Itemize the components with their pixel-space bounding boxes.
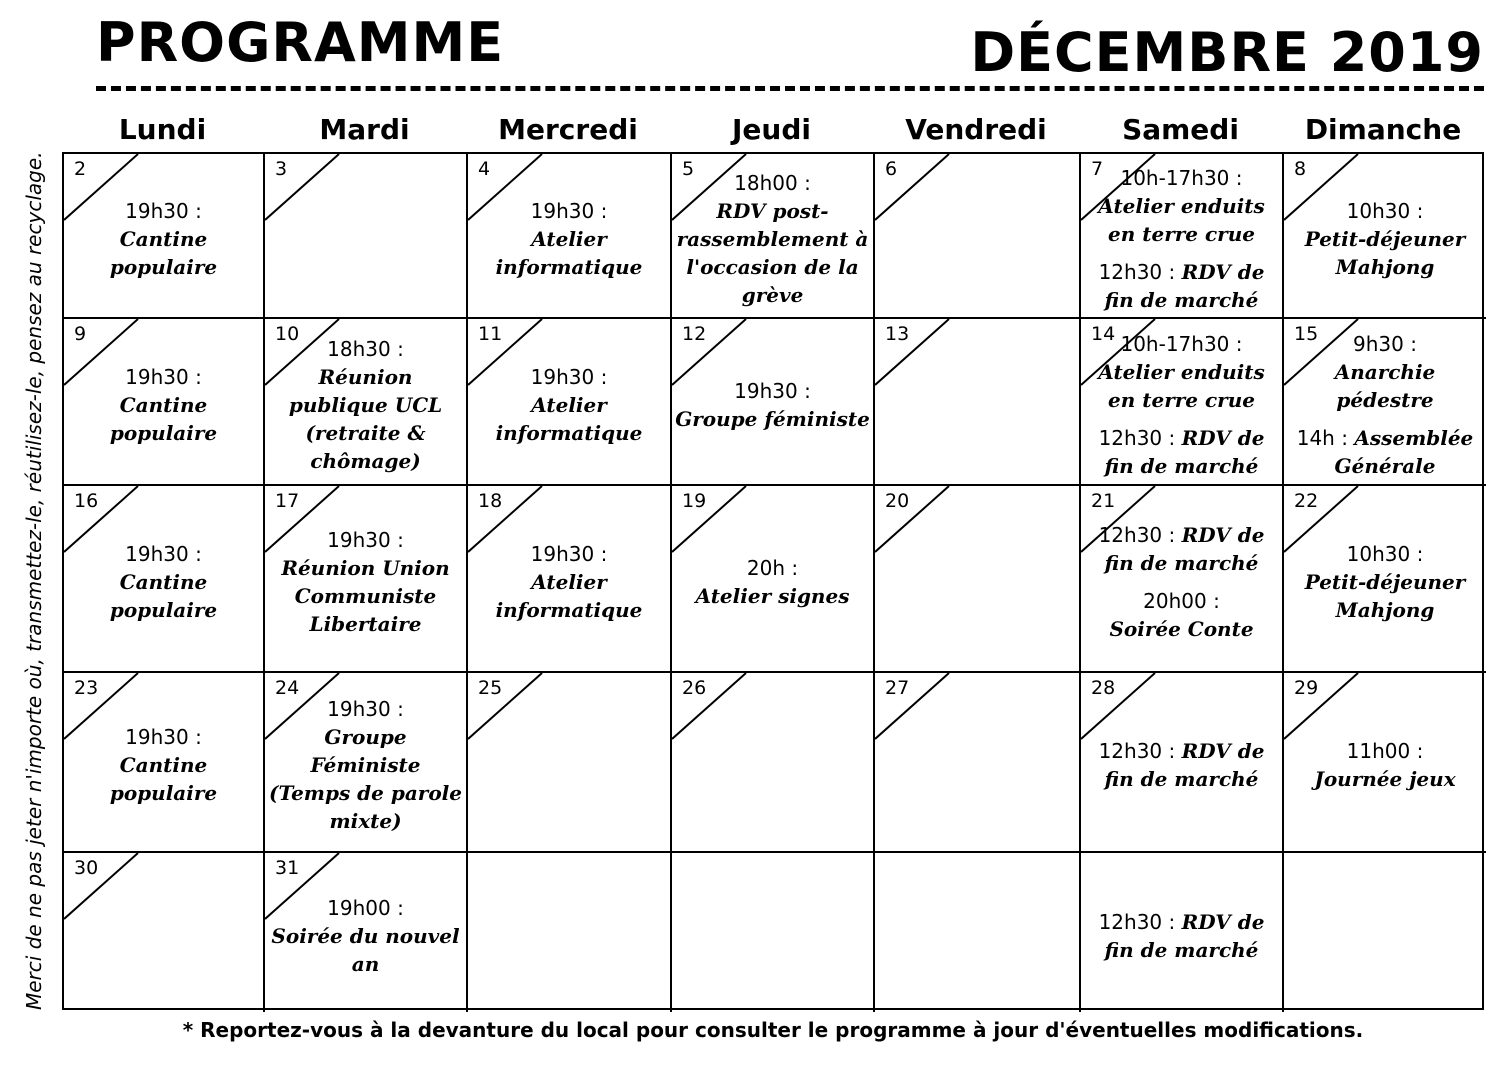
day-number: 18 [478,490,503,512]
day-number: 11 [478,323,503,345]
event-description: Soirée Conte [1109,616,1254,641]
event-time: 12h30 : [1098,425,1176,450]
event-time: 9h30 : [1353,331,1417,356]
day-events [265,319,466,484]
event-description: RDV post-rassemblement à l'occasion de la grève [676,198,869,307]
day-events [1081,154,1282,317]
event-time: 19h30 : [530,198,608,223]
calendar-day-cell [1081,486,1284,673]
event-time: 20h : [746,555,799,580]
event-description: Atelier enduits en terre crue [1098,359,1265,412]
day-number: 20 [885,490,910,512]
weekday-header-vendredi: Vendredi [905,113,1047,146]
day-events [1284,319,1486,484]
day-events [265,853,466,1012]
day-number: 30 [74,857,99,879]
event-time: 10h30 : [1346,541,1424,566]
day-number: 23 [74,677,99,699]
event-entry [66,723,261,807]
event-description: Atelier informatique [495,392,643,445]
page-title: PROGRAMME [96,11,505,74]
event-description: Cantine populaire [109,226,218,279]
day-events [64,154,263,317]
event-time: 18h00 : [734,170,811,195]
event-entry [1083,164,1280,248]
event-description: RDV de fin de marché [1104,259,1265,312]
calendar-day-cell [672,154,875,319]
event-entry [1083,424,1280,480]
day-number: 6 [885,158,898,180]
event-description: Journée jeux [1314,767,1456,791]
day-events [1081,319,1282,484]
day-events [64,673,263,851]
weekday-header-lundi: Lundi [118,113,207,146]
day-events [1081,486,1282,671]
weekday-header-row [62,108,1484,152]
event-entry [66,363,261,447]
weekday-header-samedi: Samedi [1122,113,1239,146]
event-time: 18h30 : [327,336,404,361]
day-events [1284,154,1486,317]
event-description: Petit-déjeuner Mahjong [1304,226,1466,279]
dashed-divider [96,86,1484,91]
calendar-day-cell [875,154,1081,319]
event-time: 19h30 : [530,541,608,566]
event-time: 19h30 : [125,364,202,389]
event-time: 12h30 : [1098,259,1176,284]
event-entry [470,363,668,447]
event-time: 19h30 : [125,725,202,749]
event-entry [267,695,464,835]
day-events [1081,853,1282,1012]
event-description: RDV de fin de marché [1104,739,1265,791]
event-time: 12h30 : [1098,522,1176,547]
event-entry [1083,330,1280,414]
event-description: Anarchie pédestre [1334,359,1436,412]
event-entry [470,197,668,281]
event-entry [696,554,850,610]
day-number: 5 [682,158,695,180]
calendar-day-cell [265,673,468,853]
event-time: 10h-17h30 : [1120,331,1243,356]
event-time: 19h30 : [327,527,404,552]
calendar-day-cell [1081,319,1284,486]
day-number: 9 [74,323,87,345]
calendar-day-cell [265,154,468,319]
day-number: 3 [275,158,288,180]
event-entry [1083,258,1280,314]
event-entry [470,540,668,624]
day-number: 29 [1294,677,1319,699]
event-entry [267,894,464,978]
event-description: Atelier signes [695,583,850,608]
day-events [265,673,466,851]
event-description: Soirée du nouvel an [271,923,460,976]
event-time: 20h00 : [1143,588,1220,613]
day-events [672,319,873,484]
event-entry [1314,737,1455,793]
weekday-header-dimanche: Dimanche [1304,113,1462,146]
calendar-day-cell [64,154,265,319]
calendar-day-cell [468,853,672,1012]
event-entry [1286,540,1484,624]
day-events [468,154,670,317]
event-description: Atelier informatique [495,569,643,622]
event-entry [1083,737,1280,793]
weekday-header-mardi: Mardi [319,113,410,146]
calendar-day-cell [468,486,672,673]
day-number: 8 [1294,158,1307,180]
event-description: Cantine populaire [109,753,218,805]
event-time: 12h30 : [1098,739,1176,763]
day-number: 24 [275,677,300,699]
event-description: Atelier enduits en terre crue [1098,193,1265,246]
recycling-note: Merci de ne pas jeter n'importe où, transmettez-le, réutilisez-le, pensez au recyclage. [22,151,46,1010]
day-events [672,154,873,317]
calendar-day-cell [875,486,1081,673]
day-number: 28 [1091,677,1116,699]
calendar-day-cell [468,673,672,853]
event-entry [66,197,261,281]
day-events [64,486,263,671]
event-description: Atelier informatique [495,226,643,279]
day-number: 17 [275,490,300,512]
event-entry [267,526,464,638]
event-time: 19h30 : [125,541,202,566]
day-number: 16 [74,490,99,512]
event-description: Réunion publique UCL (retraite & chômage) [288,364,443,473]
calendar-day-cell [468,154,672,319]
day-number: 2 [74,158,87,180]
calendar-day-cell [1081,853,1284,1012]
calendar-day-cell [672,853,875,1012]
calendar-day-cell [1284,319,1486,486]
day-number: 14 [1091,323,1116,345]
day-events [1081,673,1282,851]
day-number: 22 [1294,490,1319,512]
day-number: 12 [682,323,707,345]
day-events [672,486,873,671]
event-entry [66,540,261,624]
calendar-day-cell [875,853,1081,1012]
event-time: 10h-17h30 : [1120,165,1243,190]
calendar-day-cell [672,486,875,673]
day-number: 27 [885,677,910,699]
event-entry [1286,330,1484,414]
event-description: RDV de fin de marché [1104,425,1265,478]
event-entry [1286,424,1484,480]
event-time: 19h30 : [530,364,608,389]
day-number: 7 [1091,158,1104,180]
event-description: Assemblée Générale [1334,425,1474,478]
calendar-day-cell [1284,853,1486,1012]
calendar-day-cell [672,673,875,853]
event-entry [675,377,870,433]
calendar-day-cell [265,319,468,486]
day-number: 25 [478,677,503,699]
calendar-day-cell [468,319,672,486]
event-description: Réunion Union Communiste Libertaire [281,555,450,636]
event-description: RDV de fin de marché [1104,522,1265,575]
weekday-header-jeudi: Jeudi [732,113,811,146]
calendar-day-cell [1284,154,1486,319]
day-number: 10 [275,323,300,345]
calendar-day-cell [875,673,1081,853]
event-entry [1083,908,1280,964]
event-time: 19h30 : [125,198,202,223]
day-events [64,319,263,484]
calendar-day-cell [265,853,468,1012]
event-entry [267,335,464,475]
event-description: RDV de fin de marché [1104,909,1265,962]
calendar-day-cell [672,319,875,486]
calendar-day-cell [265,486,468,673]
calendar-day-cell [64,486,265,673]
event-time: 11h00 : [1346,739,1424,763]
calendar-day-cell [64,673,265,853]
day-events [1284,486,1486,671]
calendar-day-cell [1081,154,1284,319]
event-description: Groupe Féministe (Temps de parole mixte) [269,725,462,833]
calendar-grid [62,152,1484,1010]
calendar-day-cell [1284,673,1486,853]
calendar-day-cell [1081,673,1284,853]
event-description: Petit-déjeuner Mahjong [1304,569,1466,622]
day-number: 21 [1091,490,1116,512]
event-description: Cantine populaire [109,392,218,445]
event-time: 19h00 : [327,895,404,920]
day-events [1284,673,1486,851]
day-events [265,486,466,671]
event-entry [674,169,871,309]
day-number: 15 [1294,323,1319,345]
event-description: Cantine populaire [109,569,218,622]
event-time: 14h : [1296,425,1348,450]
event-time: 10h30 : [1346,198,1424,223]
day-events [468,486,670,671]
event-entry [1286,197,1484,281]
event-entry [1109,587,1253,643]
day-number: 26 [682,677,707,699]
weekday-header-mercredi: Mercredi [498,113,638,146]
event-time: 19h30 : [327,697,404,721]
footer-note: * Reportez-vous à la devanture du local pour consulter le programme à jour d'éventuelles modifications. [182,1018,1364,1042]
calendar-day-cell [64,853,265,1012]
calendar-day-cell [64,319,265,486]
day-number: 13 [885,323,910,345]
calendar-day-cell [875,319,1081,486]
day-number: 4 [478,158,491,180]
event-time: 19h30 : [734,378,811,403]
day-events [468,319,670,484]
day-number: 31 [275,857,300,879]
event-time: 12h30 : [1098,909,1176,934]
month-title: DÉCEMBRE 2019 [970,21,1484,84]
event-entry [1083,521,1280,577]
calendar-day-cell [1284,486,1486,673]
day-number: 19 [682,490,707,512]
event-description: Groupe féministe [675,406,870,431]
